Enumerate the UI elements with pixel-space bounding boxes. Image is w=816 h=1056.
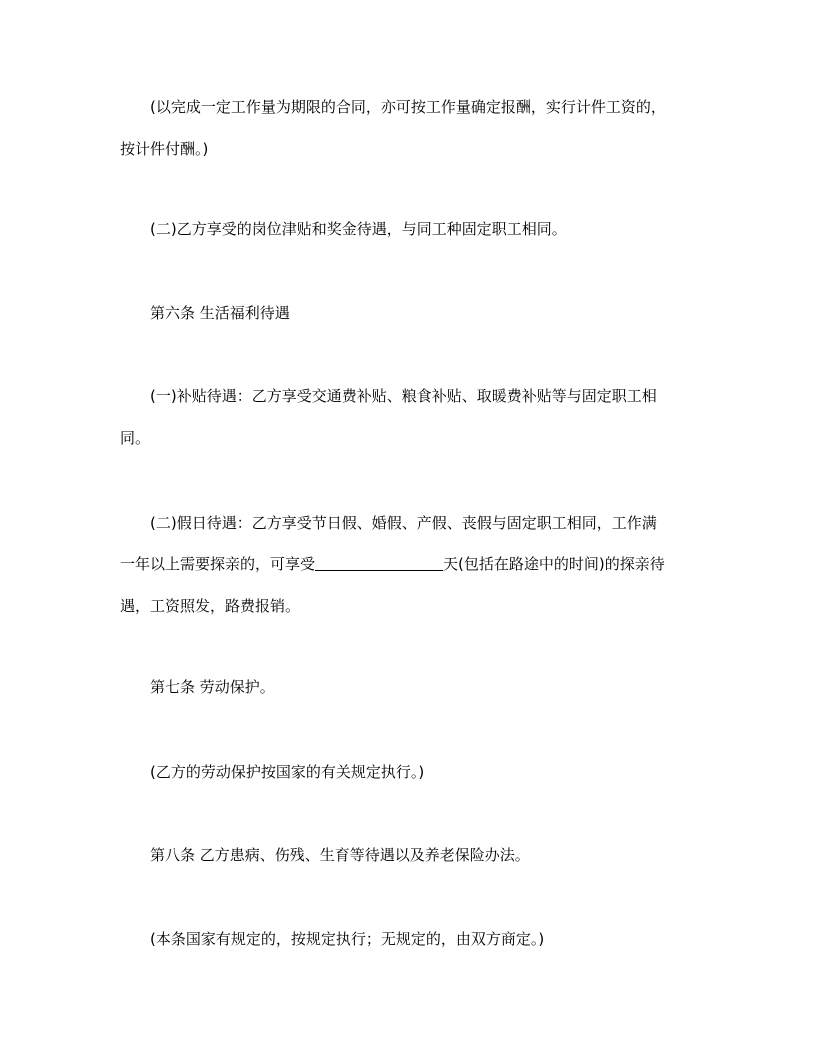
article-heading: 第六条 生活福利待遇 xyxy=(150,304,290,322)
paragraph-text: 天(包括在路途中的时间)的探亲待 xyxy=(443,555,665,573)
paragraph-line: 遇，工资照发，路费报销。 xyxy=(120,597,301,615)
paragraph-line: 按计件付酬。) xyxy=(120,140,209,158)
article-heading: 第七条 劳动保护。 xyxy=(150,678,275,696)
paragraph-line: (乙方的劳动保护按国家的有关规定执行。) xyxy=(150,763,425,781)
paragraph-line: (一)补贴待遇：乙方享受交通费补贴、粮食补贴、取暖费补贴等与固定职工相 xyxy=(150,387,657,405)
paragraph-line-with-blank xyxy=(120,554,700,574)
paragraph-line: (以完成一定工作量为期限的合同，亦可按工作量确定报酬，实行计件工资的， xyxy=(150,98,666,116)
paragraph-line: 同。 xyxy=(120,429,151,447)
paragraph-text: 一年以上需要探亲的，可享受 xyxy=(120,555,316,573)
fill-in-blank[interactable] xyxy=(315,556,443,571)
article-heading: 第八条 乙方患病、伤残、生育等待遇以及养老保险办法。 xyxy=(150,846,530,864)
paragraph-line: (二)假日待遇：乙方享受节日假、婚假、产假、丧假与固定职工相同，工作满 xyxy=(150,514,657,532)
paragraph-line: (本条国家有规定的，按规定执行；无规定的，由双方商定。) xyxy=(150,930,545,948)
paragraph-line: (二)乙方享受的岗位津贴和奖金待遇，与同工种固定职工相同。 xyxy=(150,220,567,238)
